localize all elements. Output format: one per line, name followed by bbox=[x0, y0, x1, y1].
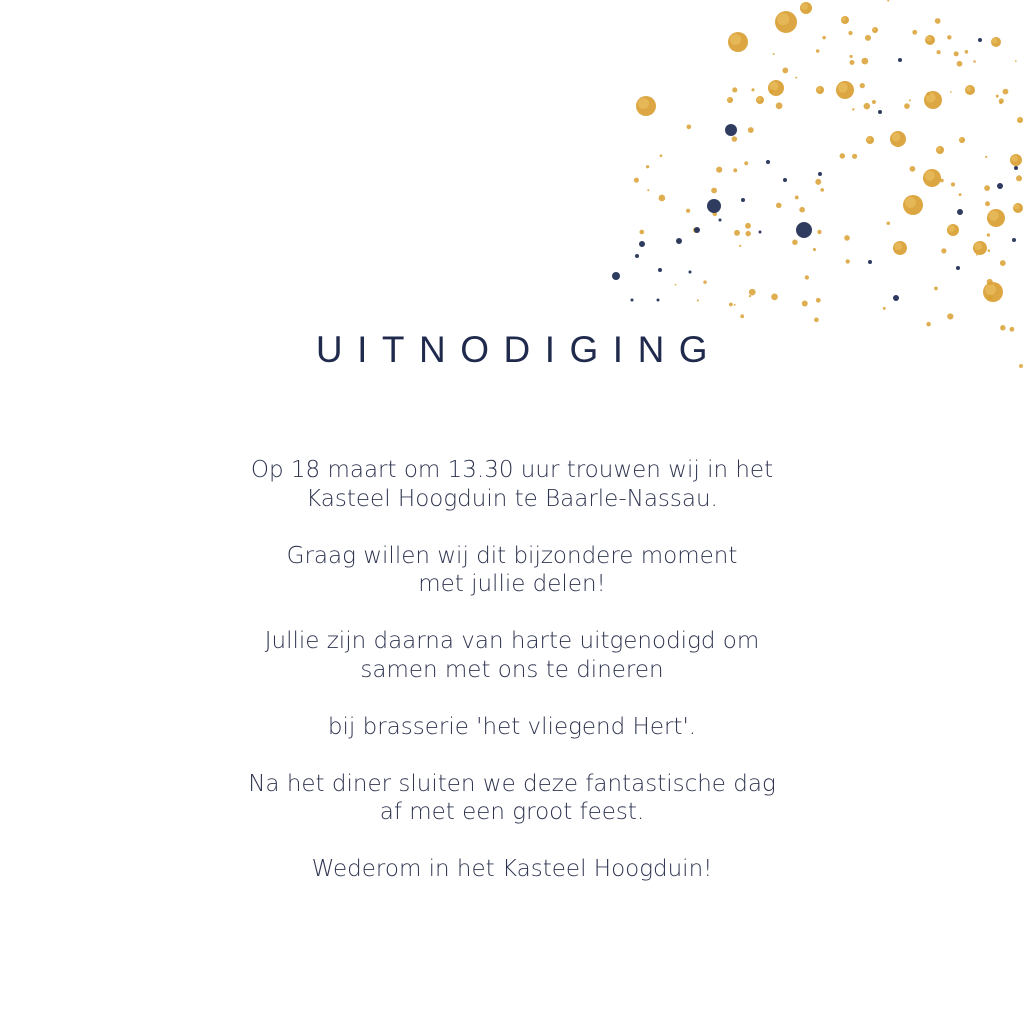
navy-splatter-dot bbox=[719, 219, 722, 222]
gold-splatter-dot bbox=[659, 195, 666, 202]
gold-splatter-dot bbox=[936, 146, 944, 154]
gold-splatter-dot bbox=[991, 37, 1001, 47]
gold-splatter-dot bbox=[960, 138, 963, 141]
navy-splatter-dot bbox=[676, 238, 682, 244]
text-line: Jullie zijn daarna van harte uitgenodigd om bbox=[264, 628, 760, 654]
gold-splatter-dot bbox=[693, 227, 699, 233]
navy-splatter-dot bbox=[707, 199, 721, 213]
gold-splatter-dot bbox=[838, 83, 848, 93]
gold-splatter-dot bbox=[873, 28, 876, 31]
gold-splatter-dot bbox=[926, 36, 932, 42]
gold-splatter-dot bbox=[1000, 260, 1006, 266]
gold-splatter-dot bbox=[890, 131, 906, 147]
navy-splatter-dot bbox=[1012, 238, 1016, 242]
gold-splatter-dot bbox=[729, 303, 733, 307]
gold-splatter-dot bbox=[751, 88, 754, 91]
gold-splatter-dot bbox=[816, 86, 824, 94]
gold-splatter-dot bbox=[1016, 175, 1022, 181]
gold-splatter-dot bbox=[732, 87, 737, 92]
gold-splatter-dot bbox=[749, 289, 756, 296]
gold-splatter-dot bbox=[775, 11, 797, 33]
gold-splatter-dot bbox=[925, 171, 935, 181]
gold-splatter-dot bbox=[872, 27, 878, 33]
gold-splatter-dot bbox=[852, 154, 857, 159]
gold-splatter-dot bbox=[996, 95, 999, 98]
gold-splatter-dot bbox=[988, 249, 991, 252]
gold-splatter-dot bbox=[950, 91, 952, 93]
navy-splatter-dot bbox=[639, 241, 645, 247]
text-line: Op 18 maart om 13.30 uur trouwen wij in het bbox=[250, 457, 774, 483]
navy-splatter-dot bbox=[766, 160, 770, 164]
gold-splatter-dot bbox=[865, 35, 871, 41]
gold-splatter-dot bbox=[954, 51, 959, 56]
gold-splatter-dot bbox=[985, 201, 990, 206]
gold-splatter-dot bbox=[800, 2, 812, 14]
navy-splatter-dot bbox=[658, 268, 662, 272]
gold-splatter-dot bbox=[770, 89, 774, 93]
gold-splatter-dot bbox=[675, 284, 677, 286]
gold-splatter-dot bbox=[1003, 89, 1009, 95]
gold-splatter-dot bbox=[820, 188, 824, 192]
paragraph-party bbox=[212, 770, 812, 827]
navy-splatter-dot bbox=[868, 260, 872, 264]
gold-splatter-dot bbox=[848, 31, 852, 35]
navy-splatter-dot bbox=[878, 110, 882, 114]
navy-splatter-dot bbox=[759, 231, 762, 234]
gold-splatter-dot bbox=[966, 86, 972, 92]
invitation-title: UITNODIGING bbox=[315, 329, 723, 370]
gold-splatter-dot bbox=[973, 241, 987, 255]
gold-splatter-dot bbox=[1011, 155, 1018, 162]
navy-splatter-dot bbox=[694, 227, 700, 233]
navy-splatter-dot bbox=[796, 222, 812, 238]
gold-splatter-dot bbox=[841, 16, 849, 24]
gold-splatter-dot bbox=[999, 98, 1004, 103]
navy-splatter-dot bbox=[631, 299, 634, 302]
gold-splatter-dot bbox=[948, 225, 955, 232]
gold-splatter-dot bbox=[947, 224, 959, 236]
gold-splatter-dot bbox=[985, 156, 987, 158]
gold-splatter-dot bbox=[1010, 154, 1022, 166]
gold-splatter-dot bbox=[905, 197, 916, 208]
gold-splatter-dot bbox=[987, 295, 992, 300]
invitation-body bbox=[212, 456, 812, 912]
gold-splatter-dot bbox=[703, 280, 707, 284]
text-line: samen met ons te dineren bbox=[360, 656, 664, 683]
gold-splatter-dot bbox=[926, 322, 931, 327]
gold-splatter-dot bbox=[748, 127, 754, 133]
gold-splatter-dot bbox=[815, 179, 821, 185]
gold-splatter-dot bbox=[893, 241, 907, 255]
paragraph-ceremony bbox=[212, 456, 812, 513]
gold-splatter-dot bbox=[987, 209, 1005, 227]
gold-splatter-dot bbox=[814, 318, 819, 323]
text-line: Na het diner sluiten we deze fantastische dag bbox=[248, 770, 776, 797]
gold-splatter-dot bbox=[728, 98, 731, 101]
gold-splatter-dot bbox=[1015, 60, 1017, 62]
gold-splatter-dot bbox=[773, 53, 775, 55]
gold-splatter-dot bbox=[840, 153, 846, 159]
gold-splatter-dot bbox=[795, 77, 797, 79]
gold-splatter-dot bbox=[734, 304, 736, 306]
navy-splatter-dot bbox=[635, 254, 639, 258]
gold-splatter-dot bbox=[1018, 118, 1021, 121]
gold-splatter-dot bbox=[992, 38, 998, 44]
gold-splatter-dot bbox=[923, 169, 941, 187]
gold-splatter-dot bbox=[883, 307, 886, 310]
gold-splatter-dot bbox=[965, 50, 969, 54]
gold-splatter-dot bbox=[739, 245, 741, 247]
gold-splatter-dot bbox=[817, 87, 821, 91]
gold-splatter-dot bbox=[733, 168, 737, 172]
navy-splatter-dot bbox=[741, 198, 745, 202]
gold-splatter-dot bbox=[716, 167, 722, 173]
paragraph-venue bbox=[212, 713, 812, 742]
gold-splatter-dot bbox=[983, 282, 1003, 302]
gold-splatter-dot bbox=[822, 36, 826, 40]
gold-splatter-dot bbox=[799, 207, 805, 213]
navy-splatter-dot bbox=[1014, 166, 1018, 170]
gold-splatter-dot bbox=[776, 203, 782, 209]
navy-splatter-dot bbox=[956, 266, 960, 270]
gold-splatter-dot bbox=[959, 193, 962, 196]
gold-splatter-dot bbox=[782, 67, 788, 73]
gold-splatter-dot bbox=[947, 35, 951, 39]
navy-splatter-dot bbox=[957, 209, 963, 215]
gold-splatter-dot bbox=[860, 83, 865, 88]
gold-splatter-dot bbox=[844, 235, 850, 241]
gold-splatter-dot bbox=[777, 13, 789, 25]
gold-splatter-dot bbox=[727, 97, 733, 103]
gold-splatter-dot bbox=[984, 185, 990, 191]
gold-splatter-dot bbox=[745, 223, 751, 229]
gold-splatter-dot bbox=[909, 99, 911, 101]
gold-splatter-dot bbox=[638, 98, 649, 109]
gold-splatter-dot bbox=[740, 314, 744, 318]
gold-splatter-dot bbox=[734, 230, 740, 236]
gold-splatter-dot bbox=[887, 222, 891, 226]
gold-splatter-dot bbox=[912, 30, 917, 35]
gold-splatter-dot bbox=[636, 96, 656, 116]
gold-splatter-dots bbox=[634, 0, 1023, 368]
gold-splatter-dot bbox=[647, 189, 649, 191]
navy-splatter-dot bbox=[689, 271, 692, 274]
gold-splatter-dot bbox=[687, 124, 692, 129]
navy-splatter-dot bbox=[725, 124, 737, 136]
navy-splatter-dot bbox=[997, 183, 1003, 189]
gold-splatter-dot bbox=[866, 136, 874, 144]
text-line: Graag willen wij dit bijzondere moment bbox=[286, 542, 738, 569]
gold-splatter-dot bbox=[686, 209, 690, 213]
gold-splatter-dot bbox=[959, 137, 965, 143]
gold-splatter-dot bbox=[1014, 204, 1020, 210]
gold-splatter-dot bbox=[947, 313, 953, 319]
gold-splatter-dot bbox=[910, 166, 916, 172]
gold-splatter-dot bbox=[728, 32, 748, 52]
gold-splatter-dot bbox=[805, 275, 809, 279]
gold-splatter-dot bbox=[934, 287, 938, 291]
gold-splatter-dot bbox=[925, 35, 935, 45]
gold-splatter-dot bbox=[937, 147, 941, 151]
gold-splatter-dot bbox=[989, 211, 999, 221]
paragraph-share bbox=[212, 542, 812, 599]
gold-splatter-dot bbox=[845, 259, 849, 263]
gold-splatter-dot bbox=[712, 212, 717, 217]
gold-splatter-dot bbox=[1017, 117, 1023, 123]
gold-splatter-dot bbox=[757, 97, 761, 101]
text-line: met jullie delen! bbox=[418, 571, 606, 597]
gold-splatter-dot bbox=[816, 298, 821, 303]
gold-splatter-dot bbox=[872, 100, 876, 104]
gold-splatter-dot bbox=[892, 133, 901, 142]
gold-splatter-dot bbox=[985, 284, 996, 295]
gold-splatter-dot bbox=[957, 61, 963, 67]
gold-splatter-dot bbox=[951, 182, 955, 186]
gold-splatter-dot bbox=[867, 137, 871, 141]
gold-splatter-dot bbox=[965, 85, 975, 95]
gold-splatter-dot bbox=[802, 301, 808, 307]
gold-splatter-dot bbox=[801, 3, 808, 10]
gold-splatter-dot bbox=[927, 92, 930, 95]
navy-splatter-dot bbox=[612, 272, 620, 280]
gold-splatter-dot bbox=[639, 230, 644, 235]
gold-splatter-dot bbox=[771, 294, 778, 301]
gold-splatter-dot bbox=[976, 254, 978, 256]
text-line: bij brasserie 'het vliegend Hert'. bbox=[327, 713, 697, 740]
gold-splatter-dot bbox=[776, 102, 783, 109]
gold-splatter-dot bbox=[852, 108, 854, 110]
gold-splatter-dot bbox=[749, 295, 751, 297]
gold-splatter-dot bbox=[850, 60, 855, 65]
gold-splatter-dot bbox=[904, 103, 910, 109]
gold-splatter-dot bbox=[744, 161, 748, 165]
navy-splatter-dot bbox=[893, 295, 899, 301]
gold-splatter-dot bbox=[732, 136, 738, 142]
gold-splatter-dot bbox=[850, 55, 853, 58]
gold-splatter-dot bbox=[745, 231, 750, 236]
gold-splatter-dot bbox=[924, 91, 942, 109]
gold-splatter-dot bbox=[660, 154, 663, 157]
gold-splatter-dot bbox=[711, 188, 717, 194]
gold-splatter-dot bbox=[634, 178, 639, 183]
gold-splatter-dot bbox=[842, 17, 846, 21]
gold-splatter-dot bbox=[941, 248, 946, 253]
gold-splatter-dot bbox=[697, 299, 699, 301]
gold-splatter-dot bbox=[864, 103, 871, 110]
gold-splatter-dot bbox=[646, 165, 649, 168]
navy-splatter-dots bbox=[612, 38, 1018, 302]
gold-splatter-dot bbox=[1013, 203, 1023, 213]
gold-splatter-dot bbox=[770, 82, 779, 91]
gold-splatter-dot bbox=[937, 50, 941, 54]
gold-splatter-dot bbox=[887, 0, 889, 2]
gold-splatter-dot bbox=[756, 96, 764, 104]
gold-splatter-dot bbox=[792, 239, 798, 245]
navy-splatter-dot bbox=[783, 178, 787, 182]
gold-splatter-dot bbox=[816, 49, 820, 53]
text-line: Wederom in het Kasteel Hoogduin! bbox=[311, 856, 713, 882]
navy-splatter-dot bbox=[818, 172, 822, 176]
gold-splatter-dot bbox=[862, 58, 869, 65]
gold-splatter-dot bbox=[999, 101, 1002, 104]
text-line: Kasteel Hoogduin te Baarle-Nassau. bbox=[306, 485, 718, 512]
gold-splatter-dot bbox=[903, 195, 923, 215]
gold-splatter-dot bbox=[987, 233, 990, 236]
navy-splatter-dot bbox=[657, 299, 660, 302]
navy-splatter-dot bbox=[978, 38, 982, 42]
gold-splatter-dot bbox=[926, 93, 936, 103]
gold-splatter-dot bbox=[987, 279, 993, 285]
gold-splatter-dot bbox=[935, 18, 941, 24]
gold-splatter-dot bbox=[973, 60, 976, 63]
gold-splatter-dot bbox=[894, 242, 902, 250]
gold-splatter-dot bbox=[813, 248, 816, 251]
navy-splatter-dot bbox=[898, 58, 902, 62]
paragraph-dinner bbox=[212, 627, 812, 684]
gold-splatter-dot bbox=[940, 179, 944, 183]
text-line: af met een groot feest. bbox=[379, 799, 645, 825]
gold-splatter-dot bbox=[795, 195, 799, 199]
gold-splatter-dot bbox=[768, 80, 784, 96]
paragraph-closing bbox=[212, 855, 812, 884]
gold-splatter-dot bbox=[836, 81, 854, 99]
gold-splatter-dot bbox=[730, 34, 741, 45]
gold-splatter-dot bbox=[974, 242, 982, 250]
gold-splatter-dot bbox=[817, 230, 821, 234]
